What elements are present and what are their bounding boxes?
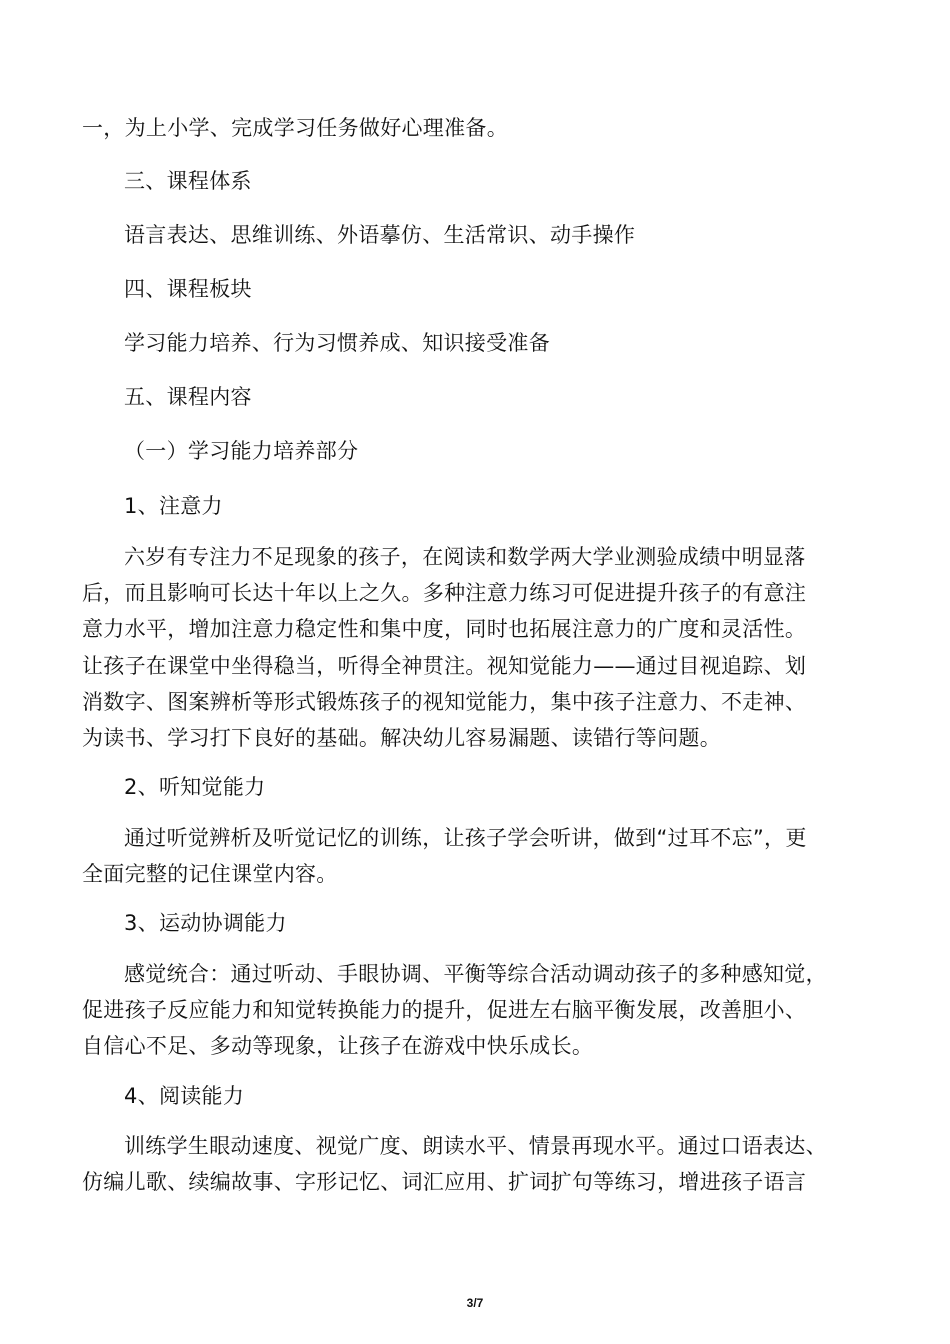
paragraph-line: 促进孩子反应能力和知觉转换能力的提升，促进左右脑平衡发展，改善胆小、 (82, 998, 807, 1023)
paragraph-motor-coordination (82, 956, 872, 1065)
section-heading-course-modules: 四、课程板块 (124, 277, 252, 301)
item-heading-reading: 4、阅读能力 (124, 1084, 245, 1108)
paragraph-line: 训练学生眼动速度、视觉广度、朗读水平、情景再现水平。通过口语表达、 (124, 1134, 827, 1158)
page-number: 3/7 (466, 1296, 484, 1310)
course-system-text: 语言表达、思维训练、外语摹仿、生活常识、动手操作 (124, 223, 636, 247)
paragraph-line: 让孩子在课堂中坐得稳当，听得全神贯注。视知觉能力——通过目视追踪、划 (82, 653, 807, 678)
intro-line: 一，为上小学、完成学习任务做好心理准备。 (82, 116, 508, 140)
section-heading-course-content: 五、课程内容 (124, 385, 252, 409)
subsection-heading-learning-ability: （一）学习能力培养部分 (124, 439, 359, 463)
paragraph-auditory (82, 820, 872, 892)
paragraph-line: 通过听觉辨析及听觉记忆的训练，让孩子学会听讲，做到“过耳不忘”，更 (124, 826, 807, 850)
paragraph-line: 消数字、图案辨析等形式锻炼孩子的视知觉能力，集中孩子注意力、不走神、 (82, 689, 807, 714)
course-modules-text: 学习能力培养、行为习惯养成、知识接受准备 (124, 331, 550, 355)
paragraph-line: 仿编儿歌、续编故事、字形记忆、词汇应用、扩词扩句等练习，增进孩子语言 (82, 1170, 807, 1195)
paragraph-reading (82, 1128, 872, 1200)
paragraph-line: 六岁有专注力不足现象的孩子，在阅读和数学两大学业测验成绩中明显落 (124, 545, 806, 569)
paragraph-line: 自信心不足、多动等现象，让孩子在游戏中快乐成长。 (82, 1034, 594, 1059)
paragraph-line: 感觉统合：通过听动、手眼协调、平衡等综合活动调动孩子的多种感知觉， (124, 962, 827, 986)
paragraph-line: 后，而且影响可长达十年以上之久。多种注意力练习可促进提升孩子的有意注 (82, 581, 807, 606)
item-heading-motor-coordination: 3、运动协调能力 (124, 911, 287, 935)
item-heading-auditory: 2、听知觉能力 (124, 775, 266, 799)
section-heading-course-system: 三、课程体系 (124, 169, 252, 193)
item-heading-attention: 1、注意力 (124, 494, 223, 518)
paragraph-line: 意力水平，增加注意力稳定性和集中度，同时也拓展注意力的广度和灵活性。 (82, 617, 807, 642)
paragraph-line: 为读书、学习打下良好的基础。解决幼儿容易漏题、读错行等问题。 (82, 726, 721, 751)
paragraph-attention (82, 539, 872, 756)
paragraph-line: 全面完整的记住课堂内容。 (82, 862, 338, 887)
